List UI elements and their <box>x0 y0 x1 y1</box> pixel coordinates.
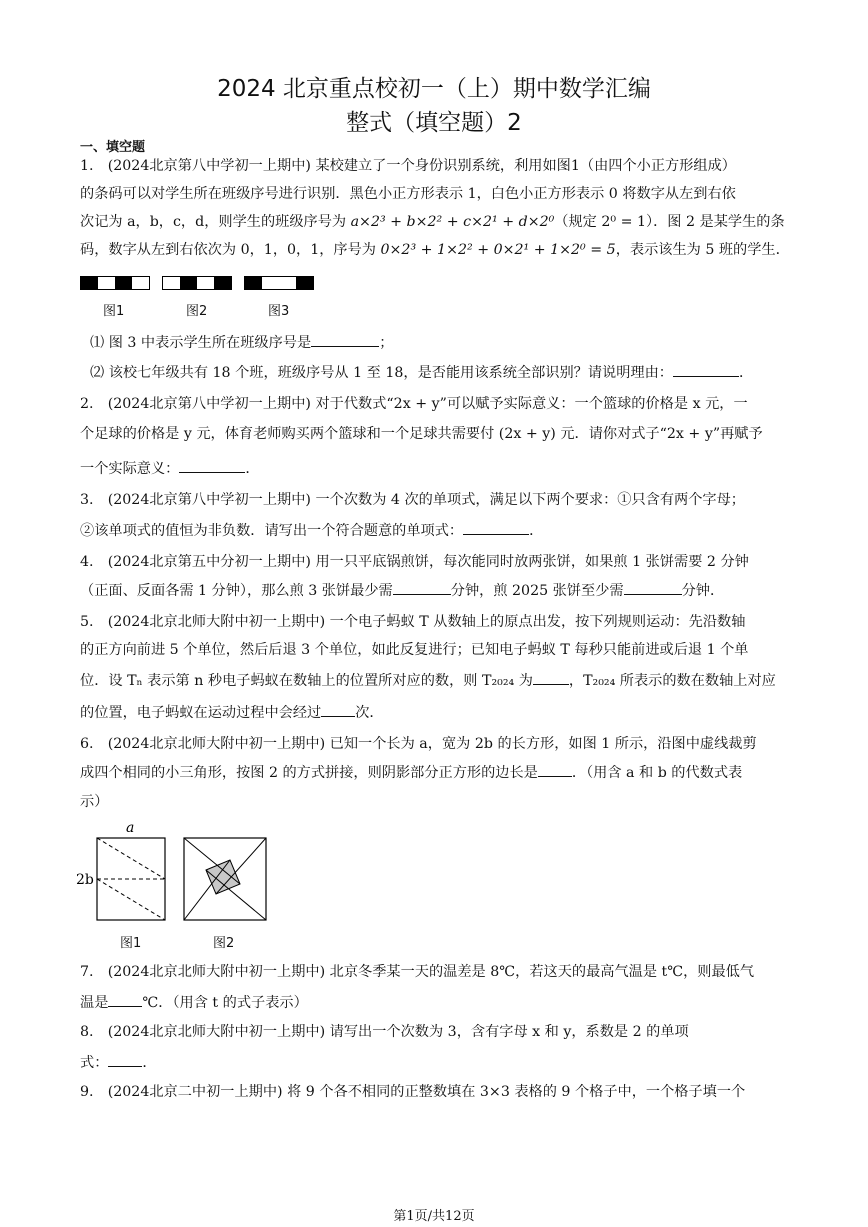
q1-text-3b: （规定 2⁰ = 1）．图 2 是某学生的条 <box>554 214 785 230</box>
q1-text-3a: 次记为 a，b，c，d，则学生的班级序号为 <box>80 214 351 230</box>
q1-formula-1: a×2³ + b×2² + c×2¹ + d×2⁰ <box>350 214 555 230</box>
question-8-line-2 <box>80 1052 792 1073</box>
question-6-line-1: 6. (2024北京北师大附中初一上期中) 已知一个长为 a，宽为 2b 的长方形，如图 1 所示，沿图中虚线裁剪 <box>80 736 757 752</box>
question-4-line-1: 4. (2024北京第五中分初一上期中) 用一只平底锅煎饼，每次能同时放两张饼，如果煎 1 张饼需要 2 分钟 <box>80 554 749 570</box>
black-square <box>115 277 132 289</box>
white-square <box>98 277 115 289</box>
q7-text-2b: ℃．（用含 t 的式子表示） <box>142 995 308 1011</box>
q4-text-2c: 分钟． <box>681 583 725 599</box>
shaded-square <box>206 860 240 894</box>
rectangle-figures <box>70 818 280 928</box>
barcode-caption-1: 图1 <box>103 304 125 319</box>
question-2-line-2: 个足球的价格是 y 元，体育老师购买两个篮球和一个足球共需要付 (2x + y) 元．请你对式子“2x + y”再赋予 <box>80 426 763 442</box>
label-2b: 2b <box>76 872 94 888</box>
q5-text-4a: 的位置，电子蚂蚁在运动过程中会经过 <box>80 705 322 721</box>
q5-text-3b: ，T₂₀₂₄ 所表示的数在数轴上对应 <box>568 673 776 689</box>
barcode-figure-1 <box>80 276 150 290</box>
question-1-part-1 <box>90 332 802 353</box>
page-subtitle: 整式（填空题）2 <box>346 110 522 136</box>
q8-text-2a: 式： <box>80 1055 109 1071</box>
label-a: a <box>126 820 135 836</box>
q5-text-4b: 次． <box>355 705 384 721</box>
question-5-line-1: 5. (2024北京北师大附中初一上期中) 一个电子蚂蚁 T 从数轴上的原点出发，按下列规则运动：先沿数轴 <box>80 614 746 630</box>
question-1-line-1: 1. (2024北京第八中学初一上期中) 某校建立了一个身份识别系统，利用如图1（由四个小正方形组成） <box>80 158 736 174</box>
question-9-line-1: 9. (2024北京二中初一上期中) 将 9 个各不相同的正整数填在 3×3 表格的 9 个格子中，一个格子填一个 <box>80 1084 746 1100</box>
q6-text-2b: ．（用含 a 和 b 的代数式表 <box>571 765 743 781</box>
q7-text-2a: 温是 <box>80 995 109 1011</box>
question-5-line-3 <box>80 670 792 691</box>
barcode-caption-2: 图2 <box>186 304 208 319</box>
figure-1-caption: 图1 <box>120 936 142 951</box>
answer-blank[interactable] <box>321 702 355 717</box>
question-4-line-2 <box>80 580 792 601</box>
question-6-line-3: 示） <box>80 794 109 810</box>
q4-text-2b: 分钟，煎 2025 张饼至少需 <box>450 583 624 599</box>
q1-part1-text: ⑴ 图 3 中表示学生所在班级序号是 <box>90 335 312 351</box>
q1-part1-end: ； <box>379 335 394 351</box>
barcode-figure-2 <box>162 276 232 290</box>
black-square <box>81 277 98 289</box>
question-2-line-1: 2. (2024北京第八中学初一上期中) 对于代数式“2x + y”可以赋予实际意义：一个篮球的价格是 x 元，一 <box>80 396 748 412</box>
question-6-line-2 <box>80 762 792 783</box>
question-8-line-1: 8. (2024北京北师大附中初一上期中) 请写出一个次数为 3，含有字母 x 和 y，系数是 2 的单项 <box>80 1024 689 1040</box>
question-3-line-2 <box>80 520 792 541</box>
black-square <box>180 277 197 289</box>
answer-blank[interactable] <box>538 762 572 777</box>
q1-part2-end: ． <box>738 365 754 381</box>
answer-blank[interactable] <box>463 520 529 535</box>
q2-text-3: 一个实际意义： <box>80 461 180 477</box>
white-square <box>197 277 214 289</box>
answer-blank[interactable] <box>108 1052 142 1067</box>
barcode-figure-3 <box>244 276 314 290</box>
section-heading: 一、填空题 <box>80 140 146 155</box>
q8-text-2b: ． <box>142 1055 157 1071</box>
page-footer: 第1页/共12页 <box>393 1209 475 1224</box>
question-7-line-1: 7. (2024北京北师大附中初一上期中) 北京冬季某一天的温差是 8℃，若这天的最高气温是 t℃，则最低气 <box>80 964 755 980</box>
q1-formula-2: 0×2³ + 1×2² + 0×2¹ + 1×2⁰ = 5 <box>380 242 616 258</box>
figure-2-caption: 图2 <box>213 936 235 951</box>
dashed-line <box>97 879 165 920</box>
question-1-line-3 <box>80 212 792 232</box>
black-square <box>296 277 313 289</box>
question-1-part-2 <box>90 362 802 383</box>
question-1-line-4 <box>80 240 792 260</box>
dashed-line <box>97 838 165 879</box>
answer-blank[interactable] <box>311 332 379 347</box>
question-5-line-4 <box>80 702 792 723</box>
q3-end: ． <box>529 523 544 539</box>
question-1-line-2: 的条码可以对学生所在班级序号进行识别．黑色小正方形表示 1，白色小正方形表示 0 将数字从左到右依 <box>80 186 736 202</box>
white-square <box>279 277 296 289</box>
question-5-line-2: 的正方向前进 5 个单位，然后后退 3 个单位，如此反复进行；已知电子蚂蚁 T 每秒只能前进或后退 1 个单 <box>80 642 749 658</box>
white-square <box>163 277 180 289</box>
black-square <box>245 277 262 289</box>
black-square <box>214 277 231 289</box>
white-square <box>132 277 149 289</box>
q3-text-2: ②该单项式的值恒为非负数．请写出一个符合题意的单项式： <box>80 523 464 539</box>
white-square <box>262 277 279 289</box>
q4-text-2a: （正面、反面各需 1 分钟），那么煎 3 张饼最少需 <box>80 583 393 599</box>
answer-blank[interactable] <box>393 580 451 595</box>
page-title: 2024 北京重点校初一（上）期中数学汇编 <box>217 76 651 102</box>
barcode-caption-3: 图3 <box>268 304 290 319</box>
q2-end: ． <box>245 461 260 477</box>
question-3-line-1: 3. (2024北京第八中学初一上期中) 一个次数为 4 次的单项式，满足以下两个要求：①只含有两个字母； <box>80 492 745 508</box>
answer-blank[interactable] <box>673 362 739 377</box>
q1-part2-text: ⑵ 该校七年级共有 18 个班，班级序号从 1 至 18，是否能用该系统全部识别？请说明理由： <box>90 365 673 381</box>
q1-text-4b: ，表示该生为 5 班的学生． <box>615 242 790 258</box>
q6-text-2a: 成四个相同的小三角形，按图 2 的方式拼接，则阴影部分正方形的边长是 <box>80 765 538 781</box>
question-7-line-2 <box>80 992 792 1013</box>
answer-blank[interactable] <box>624 580 682 595</box>
answer-blank[interactable] <box>108 992 142 1007</box>
answer-blank[interactable] <box>179 458 245 473</box>
q5-text-3a: 位．设 Tₙ 表示第 n 秒电子蚂蚁在数轴上的位置所对应的数，则 T₂₀₂₄ 为 <box>80 673 533 689</box>
q1-text-4a: 码，数字从左到右依次为 0，1，0，1，序号为 <box>80 242 381 258</box>
answer-blank[interactable] <box>533 670 569 685</box>
question-2-line-3 <box>80 458 792 479</box>
